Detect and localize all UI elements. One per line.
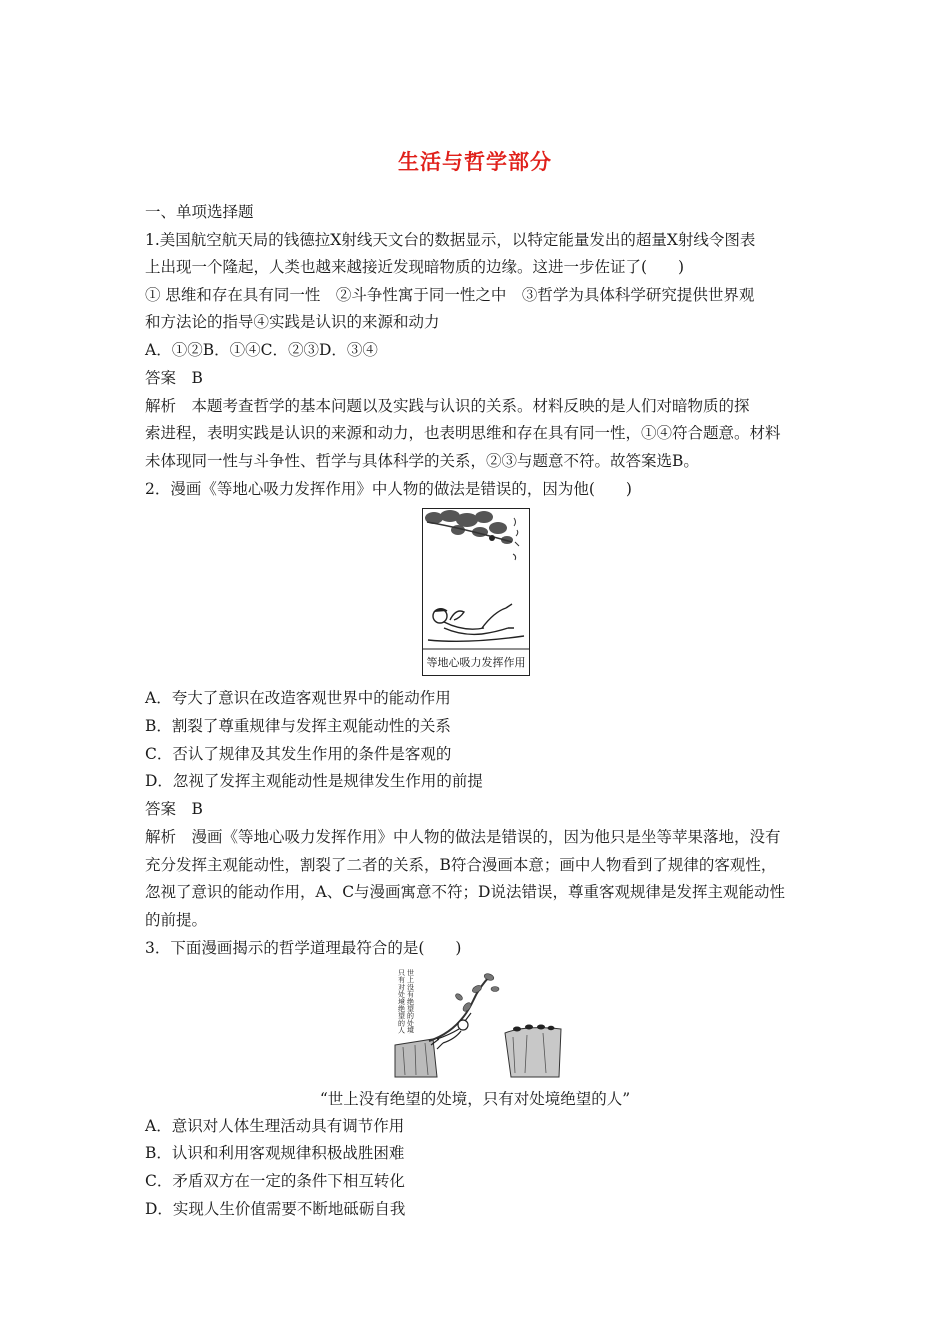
q3-cartoon-char: 绝: [407, 997, 414, 1006]
q2-analysis-line-2: 充分发挥主观能动性，割裂了二者的关系，B符合漫画本意；画中人物看到了规律的客观性，: [145, 856, 777, 874]
q3-option-a: A．意识对人体生理活动具有调节作用: [145, 1117, 405, 1135]
q1-statements-line-1: ① 思维和存在具有同一性 ②斗争性寓于同一性之中 ③哲学为具体科学研究提供世界观: [145, 286, 755, 304]
q3-cartoon-caption: “世上没有绝望的处境，只有对处境绝望的人”: [319, 1090, 631, 1108]
q2-cartoon-caption: 等地心吸力发挥作用: [426, 656, 526, 669]
q3-option-b: B．认识和利用客观规律积极战胜困难: [145, 1144, 405, 1162]
q2-cartoon: [422, 508, 530, 676]
q1-analysis-line-2: 索进程，表明实践是认识的来源和动力，也表明思维和存在具有同一性，①④符合题意。材料: [145, 424, 781, 442]
q3-cartoon: [393, 967, 563, 1079]
q3-option-c: C．矛盾双方在一定的条件下相互转化: [145, 1172, 405, 1190]
q3-stem: 3．下面漫画揭示的哲学道理最符合的是( ): [145, 939, 462, 957]
q2-analysis-line-3: 忽视了意识的能动作用，A、C与漫画寓意不符；D说法错误，尊重客观规律是发挥主观能动性: [145, 883, 785, 901]
q3-cartoon-char: 没: [407, 983, 414, 992]
q3-cartoon-char: 绝: [398, 1005, 405, 1013]
q1-statements-line-2: 和方法论的指导④实践是认识的来源和动力: [145, 313, 440, 331]
page-title: 生活与哲学部分: [398, 149, 552, 174]
q3-cartoon-char: 世: [407, 969, 414, 977]
q1-options: A．①②B．①④C．②③D．③④: [145, 341, 378, 359]
q1-stem-line-2: 上出现一个隆起，人类也越来越接近发现暗物质的边缘。这进一步佐证了( ): [145, 258, 685, 276]
q3-cartoon-char: 处: [407, 1019, 414, 1028]
q3-cartoon-char: 境: [398, 997, 405, 1006]
q3-cartoon-char: 处: [398, 990, 405, 999]
q3-cartoon-char: 的: [398, 1019, 405, 1028]
q2-stem: 2．漫画《等地心吸力发挥作用》中人物的做法是错误的，因为他( ): [145, 480, 632, 498]
q2-analysis-line-4: 的前提。: [145, 911, 208, 929]
section-heading: 一、单项选择题: [145, 203, 254, 221]
q2-analysis-line-1: 解析 漫画《等地心吸力发挥作用》中人物的做法是错误的，因为他只是坐等苹果落地，没有: [145, 828, 781, 846]
q1-analysis-line-3: 未体现同一性与斗争性、哲学与具体科学的关系，②③与题意不符。故答案选B。: [145, 452, 699, 470]
q1-analysis-line-1: 解析 本题考查哲学的基本问题以及实践与认识的关系。材料反映的是人们对暗物质的探: [145, 397, 750, 415]
q1-answer: 答案 B: [145, 369, 203, 387]
q2-option-b: B．割裂了尊重规律与发挥主观能动性的关系: [145, 717, 451, 735]
q3-cartoon-char: 有: [407, 990, 414, 999]
q3-cartoon-char: 望: [407, 1005, 414, 1013]
q3-cartoon-drawing: [393, 967, 563, 1079]
q3-cartoon-char: 上: [407, 976, 414, 985]
q2-option-a: A．夸大了意识在改造客观世界中的能动作用: [145, 689, 451, 707]
q2-option-d: D．忽视了发挥主观能动性是规律发生作用的前提: [145, 772, 483, 790]
q2-option-c: C．否认了规律及其发生作用的条件是客观的: [145, 745, 452, 763]
q3-option-d: D．实现人生价值需要不断地砥砺自我: [145, 1200, 406, 1218]
q3-cartoon-char: 人: [398, 1026, 405, 1035]
q2-answer: 答案 B: [145, 800, 203, 818]
q3-cartoon-char: 有: [398, 976, 405, 985]
q3-cartoon-char: 境: [407, 1026, 414, 1035]
q3-cartoon-char: 只: [398, 969, 405, 977]
q2-cartoon-drawing: [422, 508, 530, 676]
q3-cartoon-char: 的: [407, 1012, 414, 1021]
q1-stem-line-1: 1.美国航空航天局的钱德拉X射线天文台的数据显示，以特定能量发出的超量X射线令图表: [145, 231, 756, 249]
q3-cartoon-char: 对: [398, 983, 405, 992]
q3-cartoon-text: [398, 968, 414, 1035]
q3-cartoon-char: 望: [398, 1012, 405, 1021]
